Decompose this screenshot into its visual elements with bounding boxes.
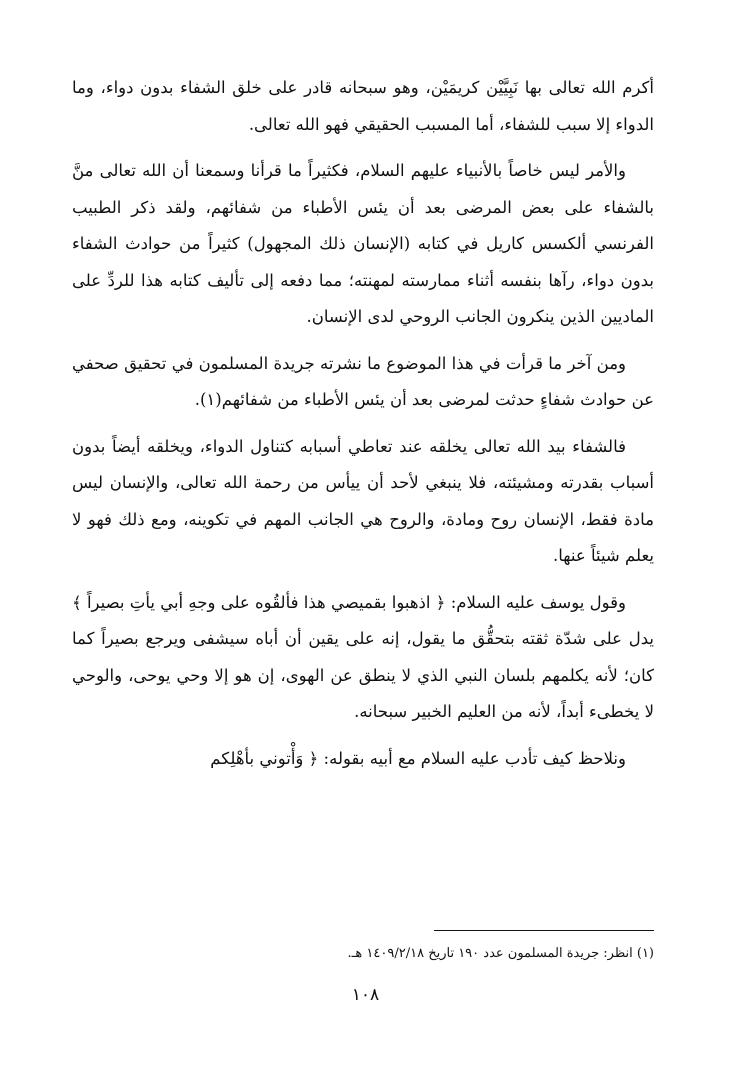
paragraph-2: والأمر ليس خاصاً بالأنبياء عليهم السلام، فكثيراً ما قرأنا وسمعنا أن الله تعالى منَّ بالشفاء على بعض المرضى بعد أن يئس الأطباء من شفائهم، ولقد ذكر الطبيب الفرنسي ألكسس كاريل في كتابه (الإنسان ذلك المجهول) كثيراً من حوادث الشفاء بدون دواء، رآها بنفسه أثناء ممارسته لمهنته؛ مما دفعه إلى تأليف كتابه هذا للردِّ على الماديين الذين ينكرون الجانب الروحي لدى الإنسان.: [72, 161, 654, 326]
footnote: (١) انظر: جريدة المسلمون عدد ١٩٠ تاريخ ١٤٠٩/٢/١٨ هـ.: [347, 946, 654, 961]
page-number: ١٠٨: [351, 985, 380, 1005]
paragraph-4: فالشفاء بيد الله تعالى يخلقه عند تعاطي أسبابه كتناول الدواء، ويخلقه أيضاً بدون أسباب بقدرته ومشيئته، فلا ينبغي لأحد أن ييأس من رحمة الله تعالى، والإنسان ليس مادة فقط، الإنسان روح ومادة، والروح هي الجانب المهم في تكوينه، ومع ذلك فهو لا يعلم شيئاً عنها.: [72, 436, 654, 565]
paragraph-5: وقول يوسف عليه السلام: ﴿ اذهبوا بقميصي هذا فألقُوه على وجهِ أبي يأتِ بصيراً ﴾ يدل على شدّة ثقته بتحقُّق ما يقول، إنه على يقين أن أباه سيشفى ويرجع بصيراً كما كان؛ لأنه يكلمهم بلسان النبي الذي لا ينطق عن الهوى، إن هو إلا وحي يوحى، والوحي لا يخطىء أبداً، لأنه من العليم الخبير سبحانه.: [72, 592, 654, 721]
page-body: [72, 70, 654, 787]
paragraph-1: أكرم الله تعالى بها نَبِيَّيْن كريمَيْن، وهو سبحانه قادر على خلق الشفاء بدون دواء، وما الدواء إلا سبب للشفاء، أما المسبب الحقيقي فهو الله تعالى.: [72, 78, 654, 134]
footnote-divider: [434, 930, 654, 931]
paragraph-3: ومن آخر ما قرأت في هذا الموضوع ما نشرته جريدة المسلمون في تحقيق صحفي عن حوادث شفاءٍ حدثت لمرضى بعد أن يئس الأطباء من شفائهم(١).: [72, 353, 654, 409]
paragraph-6: ونلاحظ كيف تأدب عليه السلام مع أبيه بقوله: ﴿ وَأْتوني بأهْلِكم: [210, 748, 626, 768]
